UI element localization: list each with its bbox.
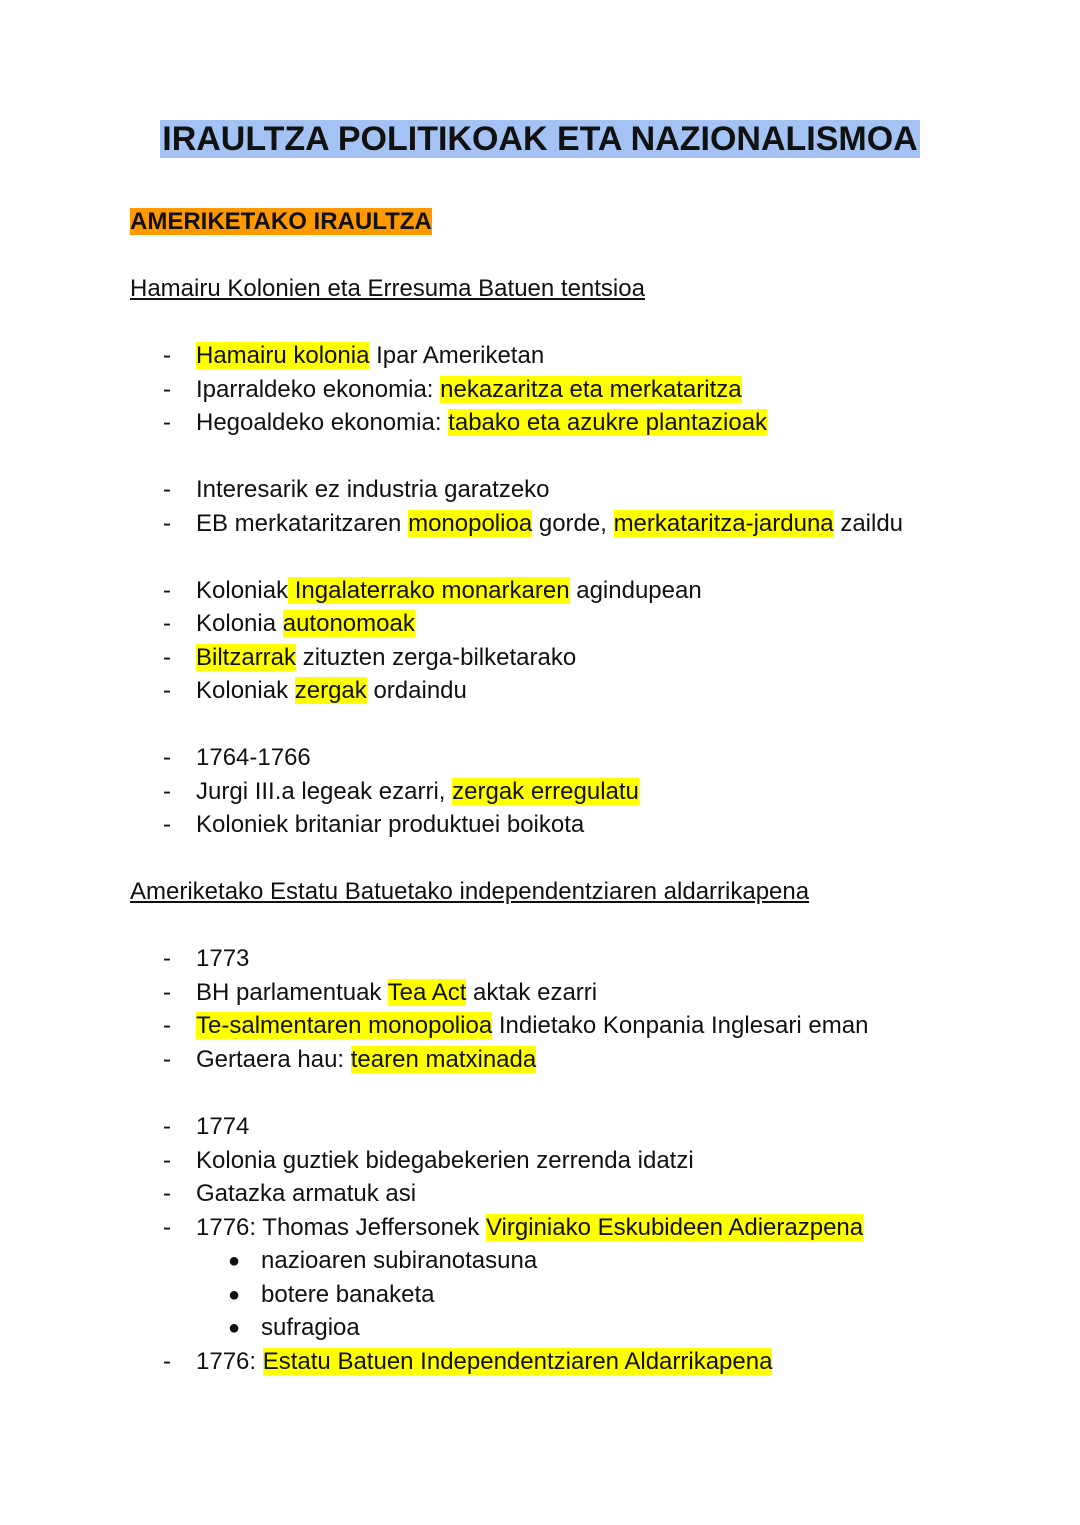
highlighted-text: zergak erregulatu	[452, 778, 639, 805]
highlighted-text: Biltzarrak	[196, 644, 297, 671]
item-text: Kolonia guztiek bidegabekerien zerrenda idatzi	[196, 1147, 694, 1174]
dash-marker: -	[163, 1180, 171, 1207]
section-heading: AMERIKETAKO IRAULTZA	[130, 208, 432, 235]
item-text: 1776: Thomas Jeffersonek	[196, 1214, 486, 1241]
bullet-icon: ●	[228, 1317, 241, 1339]
item-text: agindupean	[569, 577, 702, 604]
item-text: gorde,	[532, 510, 614, 537]
item-text: 1774	[196, 1113, 250, 1140]
highlighted-text: Tea Act	[387, 979, 467, 1006]
dash-marker: -	[163, 476, 171, 503]
item-text: 1773	[196, 945, 250, 972]
item-text: Jurgi III.a legeak ezarri,	[196, 778, 453, 805]
highlighted-text: Te-salmentaren monopolioa	[196, 1012, 493, 1039]
dash-marker: -	[163, 945, 171, 972]
document-page: IRAULTZA POLITIKOAK ETA NAZIONALISMOA AMERIKETAKO IRAULTZA Hamairu Kolonien eta Erresuma Batuen tentsioa - Hamairu kolonia Ipar Ameriketan - Iparraldeko ekonomia: nekazaritza eta merkataritza - Hegoaldeko ekonomia: tabako eta azukre plantazioak - Interesarik ez industria garatzeko - EB merkataritzaren monopolioa gorde, merkataritza-jarduna zaildu - Koloniak Ingalaterrako monarkaren agindupean - Kolonia autonomoak - Biltzarrak zituzten zerga-bilketarako - Koloniak zergak ordaindu - 1764-1766 - Jurgi III.a legeak ezarri, zergak erregulatu - Koloniek britaniar produktuei boikota Ameriketako Estatu Batuetako independentziaren aldarrikapena - 1773 - BH parlamentuak Tea Act aktak ezarri - Te-salmentaren monopolioa Indietako Konpania Inglesari eman - Gertaera hau: tearen matxinada - 1774 - Kolonia guztiek bidegabekerien zerrenda idatzi - Gatazka armatuk asi - 1776: Thomas Jeffersonek Virginiako Eskubideen Adierazpena ● nazioaren subiranotasuna ● botere banaketa ● sufragioa - 1776: Estatu Batuen Independentziaren Aldarrikapena	[0, 0, 1080, 1525]
item-text: Ipar Ameriketan	[369, 342, 545, 369]
item-text: Gatazka armatuk asi	[196, 1180, 417, 1207]
dash-marker: -	[163, 610, 171, 637]
dash-marker: -	[163, 510, 171, 537]
item-text: Koloniak	[196, 577, 289, 604]
highlighted-text: Estatu Batuen Independentziaren Aldarrikapena	[262, 1348, 773, 1375]
highlighted-text: nekazaritza eta merkataritza	[440, 376, 742, 403]
highlighted-text: zergak	[294, 677, 367, 704]
item-text: Koloniak	[196, 677, 295, 704]
dash-marker: -	[163, 1348, 171, 1375]
dash-marker: -	[163, 577, 171, 604]
dash-marker: -	[163, 744, 171, 771]
dash-marker: -	[163, 677, 171, 704]
bullet-icon: ●	[228, 1250, 241, 1272]
subheading-tension: Hamairu Kolonien eta Erresuma Batuen tentsioa	[130, 275, 645, 302]
dash-marker: -	[163, 811, 171, 838]
item-text: zaildu	[833, 510, 904, 537]
dash-marker: -	[163, 1113, 171, 1140]
highlighted-text: Virginiako Eskubideen Adierazpena	[485, 1214, 864, 1241]
item-text: Koloniek britaniar produktuei boikota	[196, 811, 585, 838]
item-text: Iparraldeko ekonomia:	[196, 376, 441, 403]
item-text: 1776:	[196, 1348, 263, 1375]
highlighted-text: Hamairu kolonia	[196, 342, 370, 369]
item-text: Gertaera hau:	[196, 1046, 351, 1073]
item-text: Hegoaldeko ekonomia:	[196, 409, 449, 436]
page-title: IRAULTZA POLITIKOAK ETA NAZIONALISMOA	[162, 120, 918, 158]
dash-marker: -	[163, 1214, 171, 1241]
dash-marker: -	[163, 1147, 171, 1174]
bullet-icon: ●	[228, 1284, 241, 1306]
dash-marker: -	[163, 778, 171, 805]
dash-marker: -	[163, 409, 171, 436]
item-text: EB merkataritzaren	[196, 510, 409, 537]
highlighted-text: Ingalaterrako monarkaren	[288, 577, 570, 604]
item-text: ordaindu	[366, 677, 467, 704]
item-text: Interesarik ez industria garatzeko	[196, 476, 550, 503]
item-text: zituzten zerga-bilketarako	[296, 644, 577, 671]
highlighted-text: merkataritza-jarduna	[613, 510, 834, 537]
item-text: BH parlamentuak	[196, 979, 388, 1006]
highlighted-text: tabako eta azukre plantazioak	[448, 409, 768, 436]
highlighted-text: autonomoak	[282, 610, 415, 637]
dash-marker: -	[163, 1012, 171, 1039]
dash-marker: -	[163, 979, 171, 1006]
dash-marker: -	[163, 1046, 171, 1073]
item-text: Indietako Konpania Inglesari eman	[492, 1012, 869, 1039]
item-text: aktak ezarri	[466, 979, 598, 1006]
subheading-independence: Ameriketako Estatu Batuetako independentziaren aldarrikapena	[130, 878, 810, 905]
dash-marker: -	[163, 342, 171, 369]
dash-marker: -	[163, 376, 171, 403]
highlighted-text: monopolioa	[408, 510, 533, 537]
highlighted-text: tearen matxinada	[350, 1046, 537, 1073]
dash-marker: -	[163, 644, 171, 671]
item-text: 1764-1766	[196, 744, 311, 771]
item-text: Kolonia	[196, 610, 283, 637]
